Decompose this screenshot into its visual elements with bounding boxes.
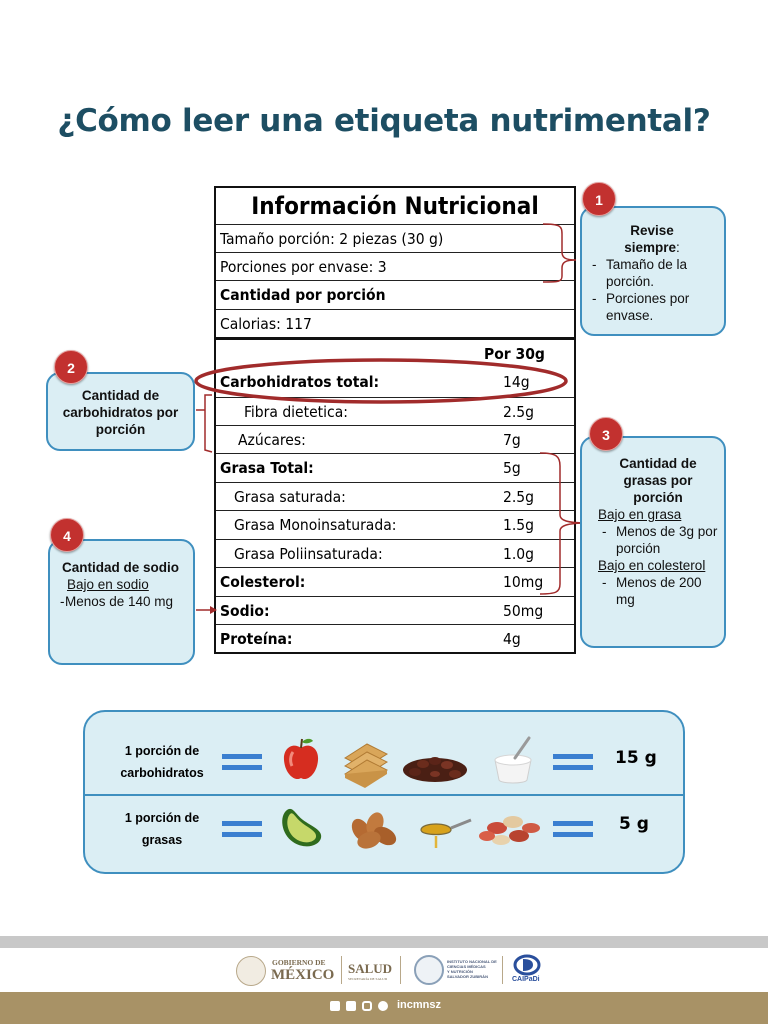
institute-seal-icon	[414, 955, 444, 985]
nutrient-label: Sodio:	[220, 602, 270, 620]
fat-portion-label	[97, 807, 227, 851]
youtube-icon[interactable]	[378, 1001, 388, 1011]
callout-title-colon: :	[676, 240, 680, 255]
callout-sodium	[48, 539, 195, 665]
nutrition-table-header: Información Nutricional	[251, 192, 539, 220]
caipadi-logo-icon	[512, 954, 542, 976]
institute-name	[447, 959, 497, 979]
per-serving-column-header: Por 30g	[484, 345, 545, 363]
nutrient-label: Proteína:	[220, 630, 293, 648]
calories-label: Calorias: 117	[220, 315, 312, 333]
portion-label-line: carbohidratos	[120, 766, 204, 780]
carbohydrates-highlight-ellipse	[196, 360, 566, 402]
footer-top-band	[0, 936, 768, 948]
nutrient-label: Carbohidratos total:	[220, 373, 380, 391]
callout-subtitle: Bajo en colesterol	[598, 558, 706, 573]
nutrient-value: 4g	[503, 630, 521, 648]
portion-label-line: grasas	[141, 833, 183, 847]
callout-fats	[580, 436, 726, 648]
institute-name-line: Y NUTRICIÓN	[447, 969, 473, 974]
step-badge-3: 3	[589, 417, 623, 451]
caipadi-logo-text: CAIPaDi	[512, 976, 540, 983]
crackers-icon	[345, 744, 387, 788]
equals-icon	[222, 821, 262, 837]
portions-divider	[85, 794, 683, 796]
nutrient-label: Azúcares:	[238, 431, 306, 449]
nutrient-value: 1.5g	[503, 516, 535, 534]
mexico-logo-text: MÉXICO	[271, 967, 335, 983]
callout-list-item: - Menos de 200 mg	[598, 574, 718, 608]
step-badge-2: 2	[54, 350, 88, 384]
carbohydrate-foods	[275, 734, 565, 790]
nutrient-value: 5g	[503, 459, 521, 477]
step-badge-4: 4	[50, 518, 84, 552]
social-handle[interactable]: incmnsz	[397, 999, 442, 1011]
amount-per-serving-label: Cantidad por porción	[220, 286, 386, 304]
nutrient-value: 1.0g	[503, 545, 535, 563]
almonds-icon	[348, 810, 399, 852]
serving-size-label: Tamaño porción: 2 piezas (30 g)	[220, 230, 444, 248]
twitter-icon[interactable]	[346, 1001, 356, 1011]
logo-divider	[400, 956, 401, 984]
callout-subtitle: Bajo en grasa	[598, 507, 682, 522]
callout-title	[588, 222, 716, 256]
callout-serving-info	[580, 206, 726, 336]
logo-divider	[502, 956, 503, 984]
nutrient-label: Grasa saturada:	[234, 488, 346, 506]
nutrient-value: 2.5g	[503, 403, 535, 421]
beans-icon	[403, 757, 467, 782]
institute-name-line: INSTITUTO NACIONAL DE	[447, 959, 497, 964]
yogurt-icon	[495, 738, 531, 783]
callout-title: Cantidad de grasas por porción	[619, 456, 697, 505]
sodium-arrow-head	[210, 606, 217, 614]
callout-list-item: - Tamaño de la porción.	[588, 256, 716, 290]
nutrient-value: 7g	[503, 431, 521, 449]
nutrient-label: Grasa Poliinsaturada:	[234, 545, 383, 563]
step-badge-1: 1	[582, 182, 616, 216]
nutrient-value: 2.5g	[503, 488, 535, 506]
nutrient-label: Grasa Monoinsaturada:	[234, 516, 397, 534]
salud-logo-subtitle: SECRETARÍA DE SALUD	[348, 977, 388, 981]
nutrient-value: 14g	[503, 373, 530, 391]
callout-title-line: Revise	[630, 223, 674, 238]
avocado-icon	[282, 809, 321, 846]
nutrient-label: Colesterol:	[220, 573, 306, 591]
logo-divider	[341, 956, 342, 984]
equals-icon	[222, 754, 262, 770]
portion-label-line: 1 porción de	[124, 811, 200, 825]
salud-logo-text: SALUD	[348, 961, 393, 976]
equals-icon	[553, 821, 593, 837]
nutrient-label: Grasa Total:	[220, 459, 314, 477]
apple-icon	[284, 739, 318, 779]
facebook-icon[interactable]	[330, 1001, 340, 1011]
callout-title: Cantidad de sodio	[61, 560, 179, 575]
gobierno-logo-line: GOBIERNO DE	[272, 958, 326, 967]
instagram-icon[interactable]	[362, 1001, 372, 1011]
fat-portion-value: 5 g	[619, 814, 649, 834]
peanuts-icon	[479, 816, 540, 845]
institute-name-line: SALVADOR ZUBIRÁN	[447, 974, 488, 979]
fat-foods	[275, 800, 565, 856]
servings-per-container-label: Porciones por envase: 3	[220, 258, 387, 276]
carbohydrate-portion-value: 15 g	[615, 748, 657, 768]
callout-list-item: - Porciones por envase.	[588, 290, 716, 324]
institute-name-line: CIENCIAS MÉDICAS	[447, 964, 486, 969]
nutrient-value: 10mg	[503, 573, 544, 591]
nutrient-value: 50mg	[503, 602, 544, 620]
equals-icon	[553, 754, 593, 770]
nutrient-label: Fibra dietetica:	[244, 403, 348, 421]
callout-title-line: siempre	[624, 240, 676, 255]
callout-subtitle: Bajo en sodio	[67, 577, 149, 592]
carbohydrate-portion-label	[97, 740, 227, 784]
portions-panel	[83, 710, 685, 874]
callout-list-item: - Menos de 3g por porción	[598, 523, 718, 557]
callout-list-item: - Menos de 140 mg	[56, 593, 185, 610]
page-title: ¿Cómo leer una etiqueta nutrimental?	[57, 103, 711, 139]
oil-spoon-icon	[421, 820, 471, 848]
carbohydrates-bracket	[196, 395, 212, 452]
callout-title: Cantidad de carbohidratos por porción	[62, 388, 179, 437]
portion-label-line: 1 porción de	[124, 744, 200, 758]
serving-bracket	[543, 224, 576, 282]
government-seal-icon	[236, 956, 266, 986]
